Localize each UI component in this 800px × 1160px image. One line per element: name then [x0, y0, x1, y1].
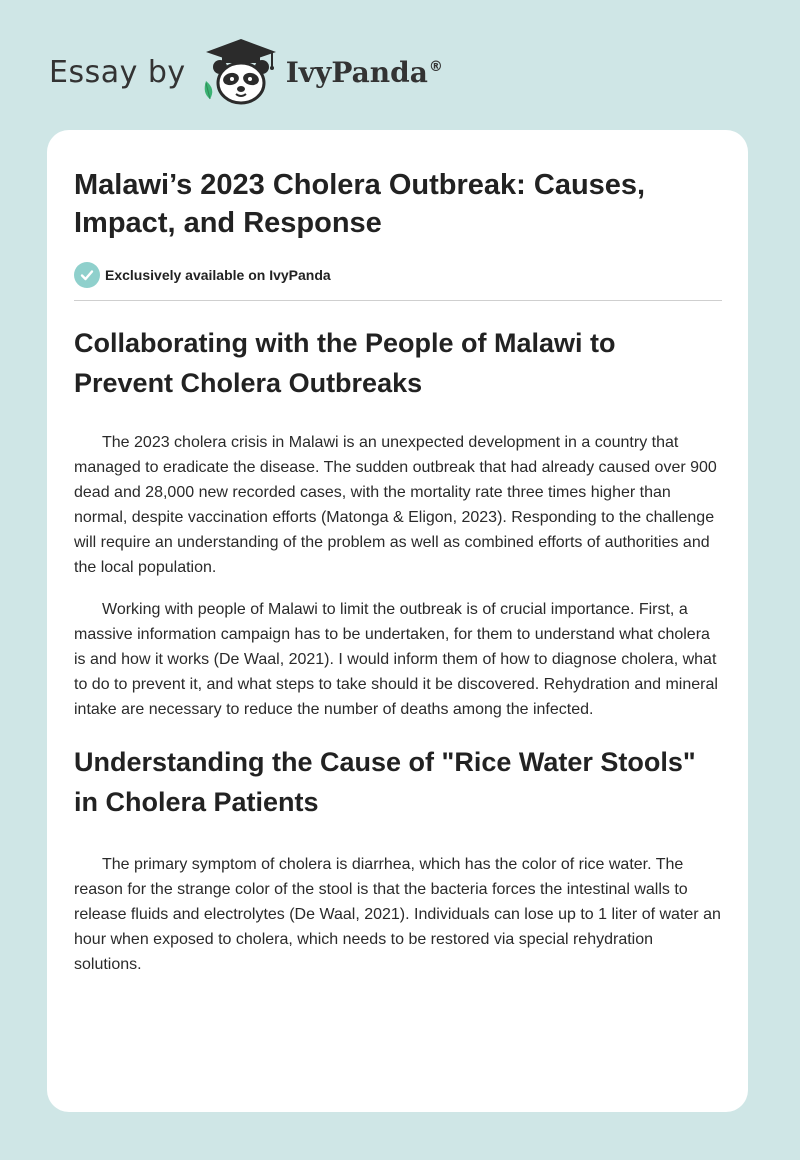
section-body [74, 852, 722, 977]
title-divider [74, 300, 722, 301]
section-heading: Understanding the Cause of "Rice Water Stools" in Cholera Patients [74, 747, 696, 817]
article-title: Malawi’s 2023 Cholera Outbreak: Causes, Impact, and Response [74, 169, 646, 239]
article-content [74, 166, 722, 994]
paragraph: The primary symptom of cholera is diarrhea, which has the color of rice water. The reason for the strange color of the stool is that the bacteria forces the intestinal walls to release fluids and electrolytes (De Waal, 2021). Individuals can lose up to 1 liter of water an hour when exposed to cholera, which needs to be restored via special rehydration solutions. [74, 856, 721, 973]
brand-name: IvyPanda® [285, 55, 443, 89]
section-body [74, 430, 722, 722]
panda-logo-icon [200, 37, 282, 107]
checkmark-icon [74, 262, 100, 288]
article-card [47, 130, 748, 1112]
paragraph: The 2023 cholera crisis in Malawi is an unexpected development in a country that managed to eradicate the disease. The sudden outbreak that had already caused over 900 dead and 28,000 new recorded cases, with the mortality rate three times higher than normal, despite vaccination efforts (Matonga & Eligon, 2023). Responding to the challenge will require an understanding of the problem as well as combined efforts of authorities and the local population. [74, 434, 717, 576]
badge-label: Exclusively available on IvyPanda [105, 267, 331, 283]
section-heading: Collaborating with the People of Malawi to Prevent Cholera Outbreaks [74, 328, 616, 398]
registered-mark: ® [428, 59, 443, 76]
site-logo[interactable] [49, 36, 443, 108]
paragraph: Working with people of Malawi to limit the outbreak is of crucial importance. First, a massive information campaign has to be undertaken, for them to understand what cholera is and how it works (De Waal, 2021). I would inform them of how to diagnose cholera, what to do to prevent it, and what steps to take should it be discovered. Rehydration and mineral intake are necessary to reduce the number of deaths among the infected. [74, 601, 718, 718]
brand-prefix: Essay by [49, 54, 186, 90]
exclusive-badge [74, 262, 722, 288]
